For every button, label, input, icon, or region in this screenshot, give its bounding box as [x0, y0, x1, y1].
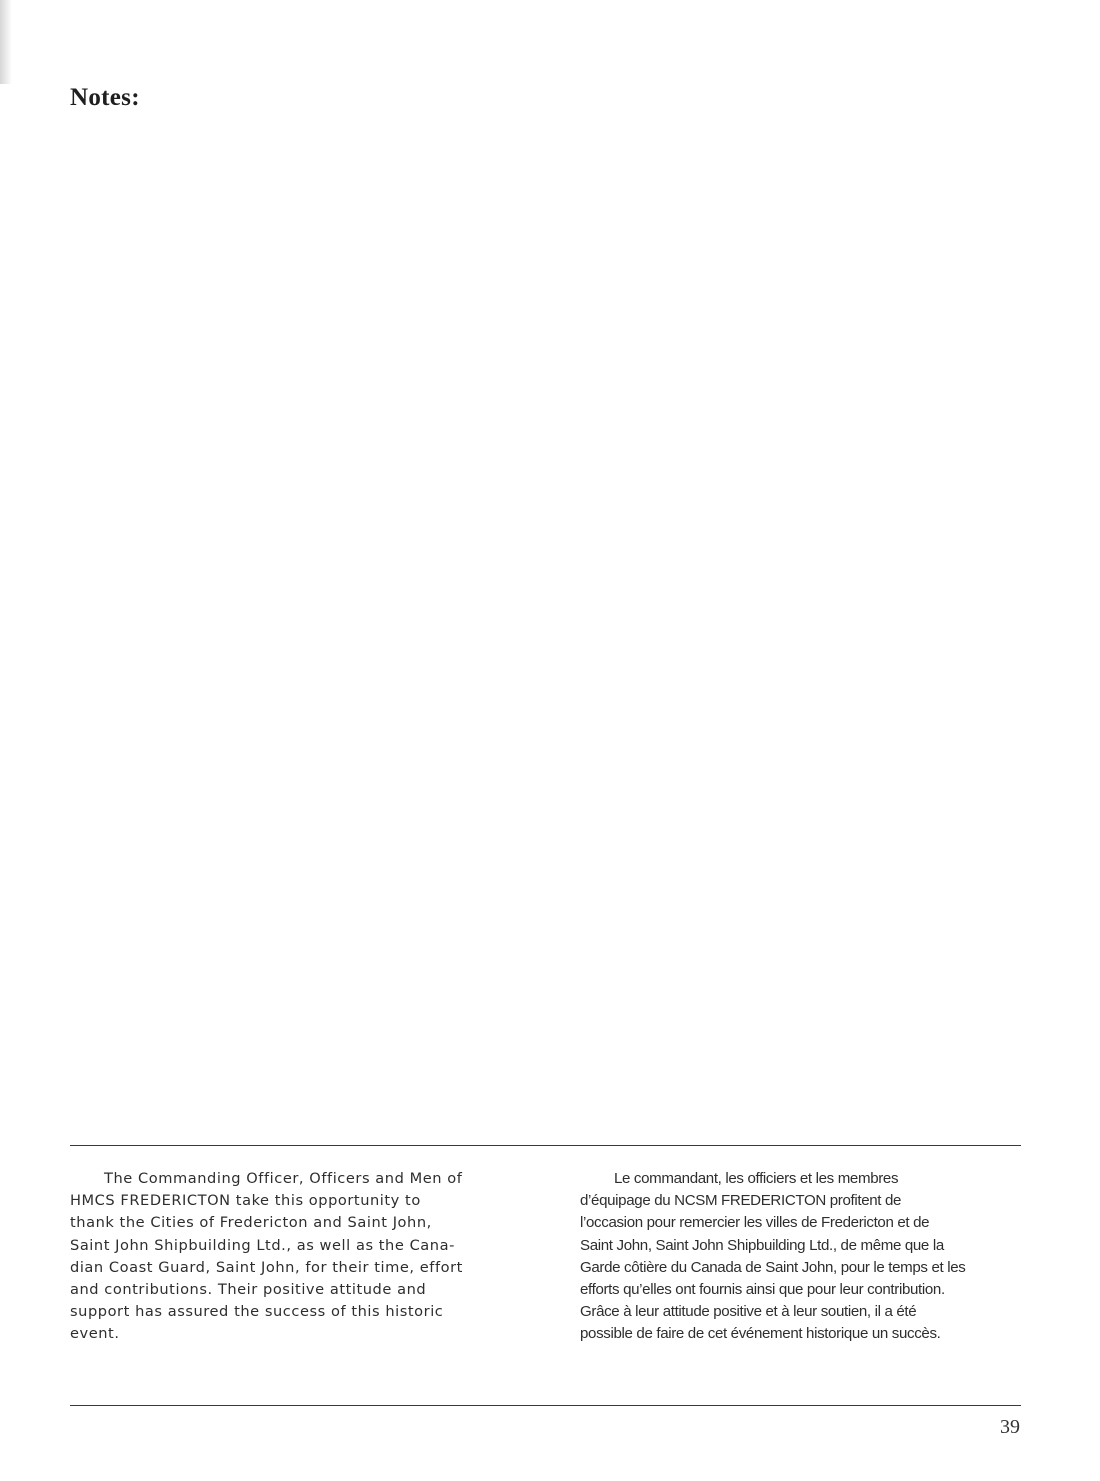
page-binding-shadow [0, 0, 12, 84]
english-line: and contributions. Their positive attitude and [70, 1281, 427, 1299]
page-number: 39 [1000, 1416, 1020, 1438]
top-divider [70, 1145, 1021, 1146]
french-line: efforts qu’elles ont fournis ainsi que pour leur contribution. [580, 1281, 945, 1299]
acknowledgement-english [70, 1168, 510, 1346]
english-line: thank the Cities of Fredericton and Saint John, [70, 1214, 432, 1232]
notes-heading: Notes: [70, 84, 140, 111]
bottom-divider [70, 1405, 1021, 1406]
french-line: Grâce à leur attitude positive et à leur soutien, il a été [580, 1303, 917, 1321]
english-line: Saint John Shipbuilding Ltd., as well as the Cana- [70, 1236, 455, 1254]
french-line: possible de faire de cet événement historique un succès. [580, 1325, 941, 1343]
french-line: l’occasion pour remercier les villes de Fredericton et de [580, 1214, 930, 1232]
french-line: Saint John, Saint John Shipbuilding Ltd., de même que la [580, 1236, 944, 1254]
english-line: dian Coast Guard, Saint John, for their time, effort [70, 1258, 463, 1276]
french-line: Garde côtière du Canada de Saint John, pour le temps et les [580, 1258, 966, 1276]
english-line: event. [70, 1325, 120, 1343]
french-line: Le commandant, les officiers et les membres [614, 1170, 899, 1187]
french-line: d’équipage du NCSM FREDERICTON profitent de [580, 1192, 902, 1210]
english-line: HMCS FREDERICTON take this opportunity to [70, 1192, 421, 1210]
english-line: The Commanding Officer, Officers and Men of [104, 1170, 463, 1187]
english-line: support has assured the success of this historic [70, 1303, 444, 1321]
acknowledgement-french [580, 1168, 1026, 1346]
